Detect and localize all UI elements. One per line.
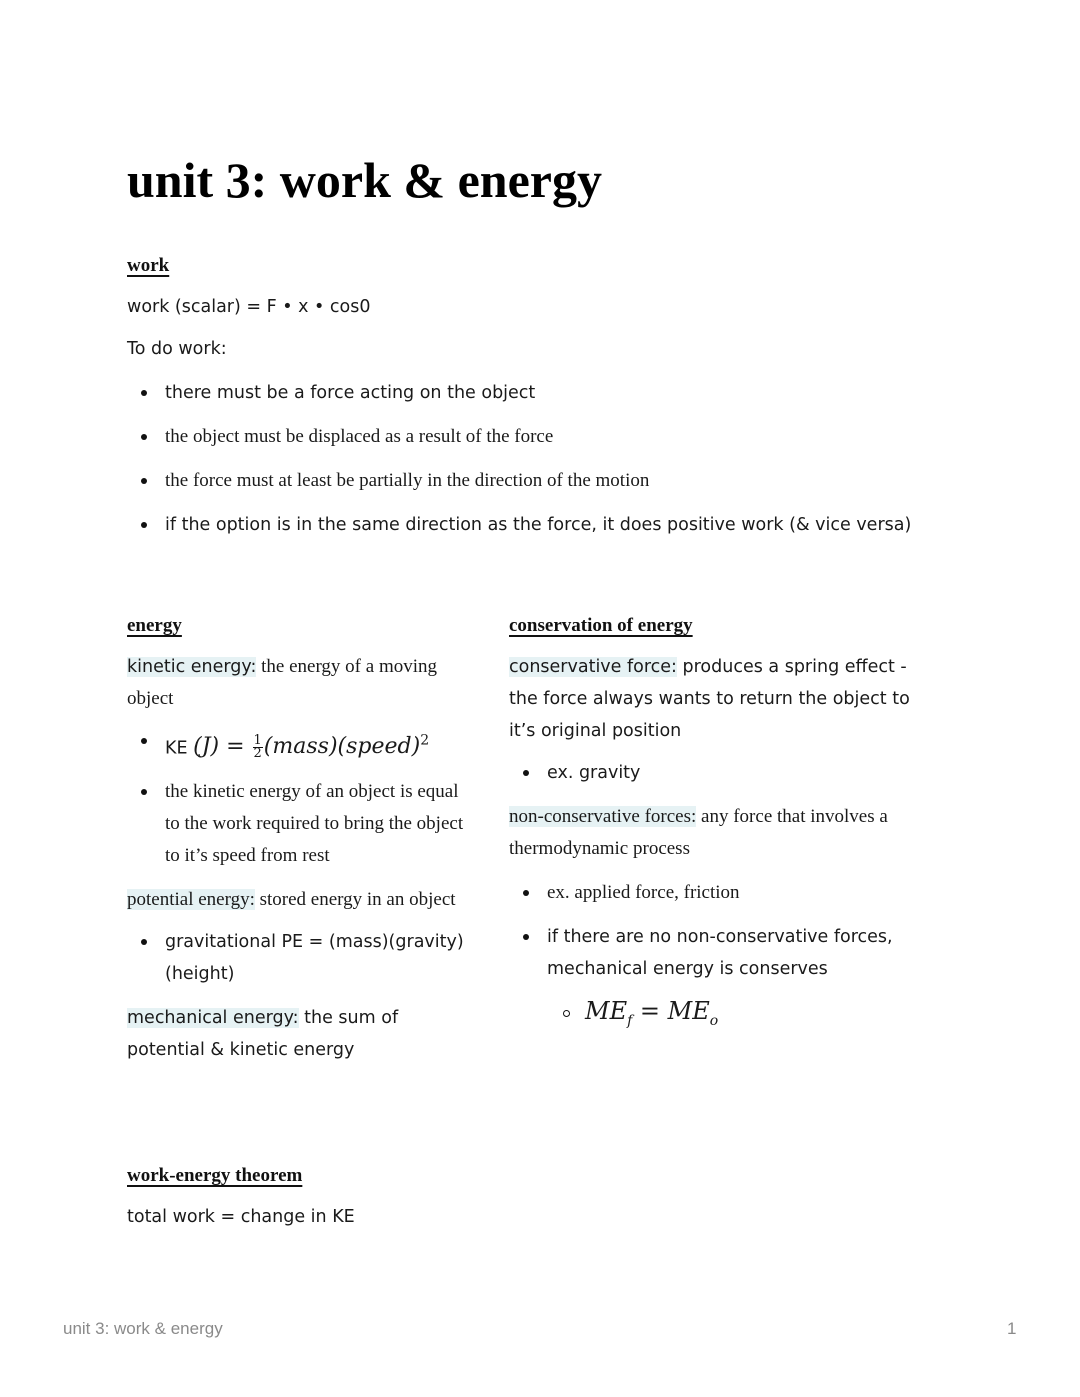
work-formula: work (scalar) = F • x • cos0 [127,297,371,317]
ke-formula: KE (J) = $\frac{1}{2}$ (mass)(speed)$^2$ [127,725,477,764]
footer-title: unit 3: work & energy [63,1319,223,1338]
potential-energy-term: potential energy: [127,889,255,911]
kinetic-energy-definition: kinetic energy: the energy of a moving object [127,656,438,709]
work-heading: work [127,255,170,276]
mechanical-energy-definition: mechanical energy: the sum of potential & kinetic energy [127,1008,399,1061]
conservative-force-term: conservative force: [509,657,677,677]
conservation-heading: conservation of energy [509,615,693,636]
nonconservative-force-term: non-conservative forces: [509,806,697,827]
theorem-heading: work-energy theorem [127,1165,303,1186]
theorem-section [127,1165,727,1233]
list-item: the kinetic energy of an object is equal to the work required to bring the object to it’s speed from rest [127,776,477,872]
nonconservative-force-definition: non-conservative forces: any force that involves a thermodynamic process [509,806,888,859]
list-item: gravitational PE = (mass)(gravity) (height) [127,926,477,990]
list-item: the force must at least be partially in the direction of the motion [127,465,947,497]
conservative-force-definition: conservative force: produces a spring effect - the force always wants to return the object to it’s original position [509,657,910,741]
nonconservative-bullets [509,877,939,1037]
list-item: ex. applied force, friction [509,877,939,909]
potential-bullets [127,926,477,990]
ke-equation: (J) = $\frac{1}{2}$ (mass)(speed)$^2$ [193,732,430,761]
list-item: if there are no non-conservative forces, mechanical energy is conserves [509,921,939,985]
work-bullets [127,377,947,541]
list-item: there must be a force acting on the object [127,377,947,409]
kinetic-energy-term: kinetic energy: [127,657,257,677]
page-title: unit 3: work & energy [127,152,602,208]
me-equation: $ME_f = ME_o$ [509,995,939,1037]
page-number: 1 [1007,1319,1017,1338]
theorem-text: total work = change in KE [127,1207,355,1227]
work-section [127,255,947,541]
list-item: if the option is in the same direction as the force, it does positive work (& vice versa) [127,509,947,541]
work-intro: To do work: [127,339,227,359]
kinetic-bullets [127,725,477,872]
conservation-section [509,615,939,1037]
list-item: the object must be displaced as a result of the force [127,421,947,453]
conservative-bullets [509,757,939,789]
energy-heading: energy [127,615,182,636]
energy-section [127,615,477,1066]
potential-energy-definition: potential energy: stored energy in an object [127,889,456,911]
list-item: ex. gravity [509,757,939,789]
mechanical-energy-term: mechanical energy: [127,1008,299,1029]
